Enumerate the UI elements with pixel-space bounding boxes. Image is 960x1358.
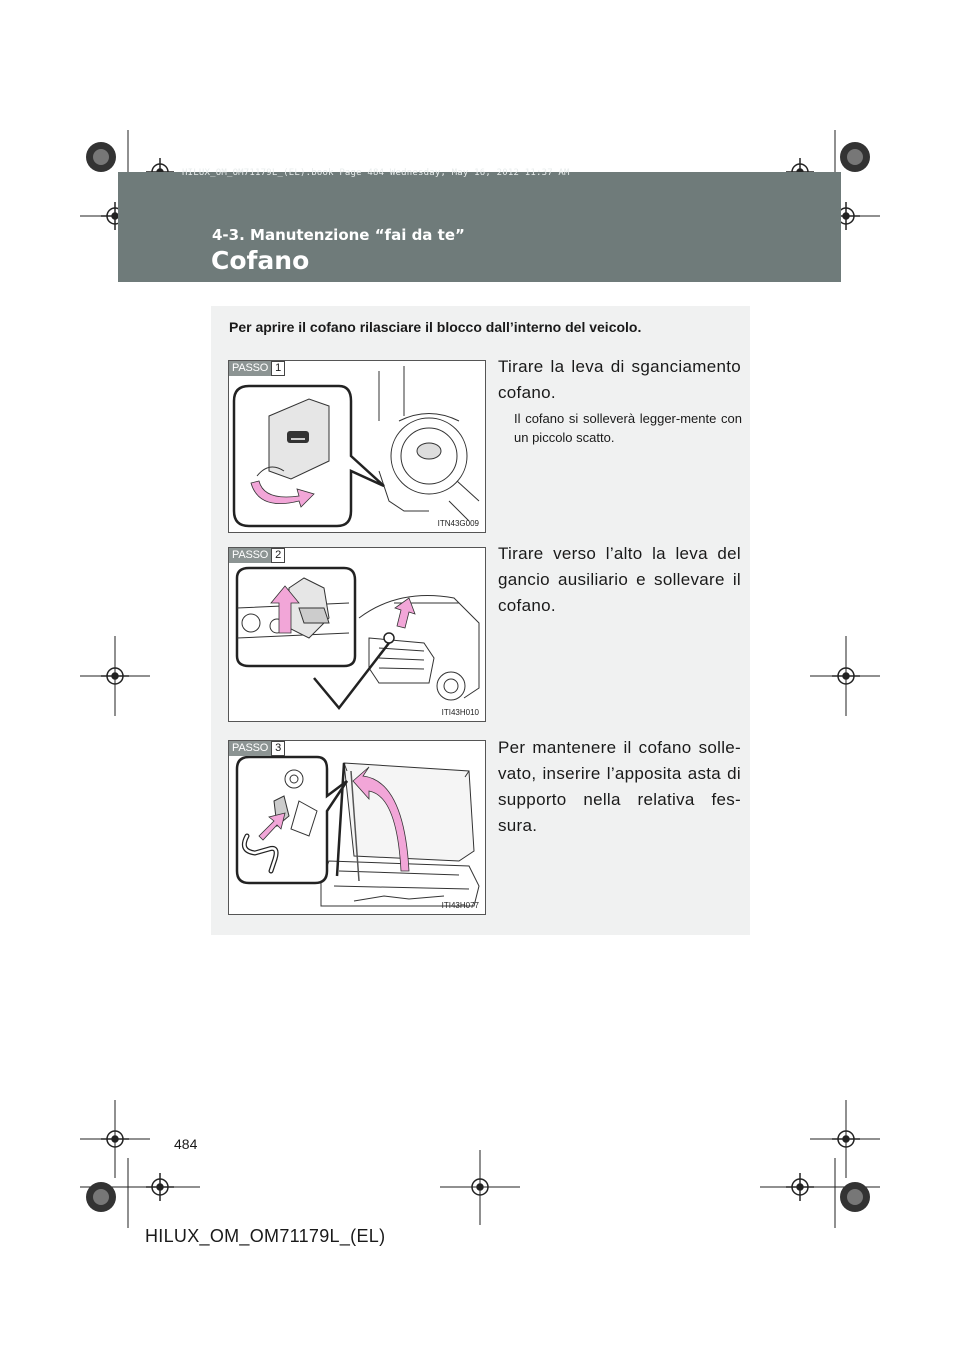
page-title: Cofano bbox=[211, 246, 310, 275]
step-1-text: Tirare la leva di sganciamento cofano. bbox=[498, 357, 741, 402]
step-badge-word: PASSO bbox=[229, 361, 271, 376]
step-1-note: Il cofano si solleverà legger-mente con un piccolo scatto. bbox=[514, 411, 742, 445]
figure-code: ITI43H077 bbox=[441, 901, 479, 910]
step-badge bbox=[229, 548, 285, 563]
step-2-text: Tirare verso l’alto la leva del gancio ausiliario e sollevare il cofano. bbox=[498, 544, 741, 615]
print-info-line: HILUX_OM_OM71179L_(EL).book Page 484 Wednesday, May 16, 2012 11:37 AM bbox=[182, 168, 570, 178]
step-3-text: Per mantenere il cofano solle-vato, inserire l’apposita asta di supporto nella relativa fes-sura. bbox=[498, 738, 741, 835]
auxiliary-catch-illustration bbox=[229, 548, 485, 721]
step-badge-word: PASSO bbox=[229, 548, 271, 563]
figure-code: ITN43G009 bbox=[437, 519, 479, 528]
step-badge bbox=[229, 741, 285, 756]
figure-code: ITI43H010 bbox=[441, 708, 479, 717]
section-label: 4-3. Manutenzione “fai da te” bbox=[212, 226, 465, 244]
step-badge-number: 2 bbox=[271, 548, 285, 563]
hood-support-rod-illustration bbox=[229, 741, 485, 914]
page-number: 484 bbox=[174, 1136, 198, 1152]
step-2-figure bbox=[228, 547, 486, 722]
intro-text: Per aprire il cofano rilasciare il blocco dall’interno del veicolo. bbox=[229, 319, 642, 335]
step-badge-word: PASSO bbox=[229, 741, 271, 756]
step-badge bbox=[229, 361, 285, 376]
step-badge-number: 3 bbox=[271, 741, 285, 756]
footer-document-code: HILUX_OM_OM71179L_(EL) bbox=[145, 1226, 386, 1246]
step-badge-number: 1 bbox=[271, 361, 285, 376]
step-3-figure bbox=[228, 740, 486, 915]
step-1-figure bbox=[228, 360, 486, 533]
hood-release-lever-illustration bbox=[229, 361, 485, 532]
